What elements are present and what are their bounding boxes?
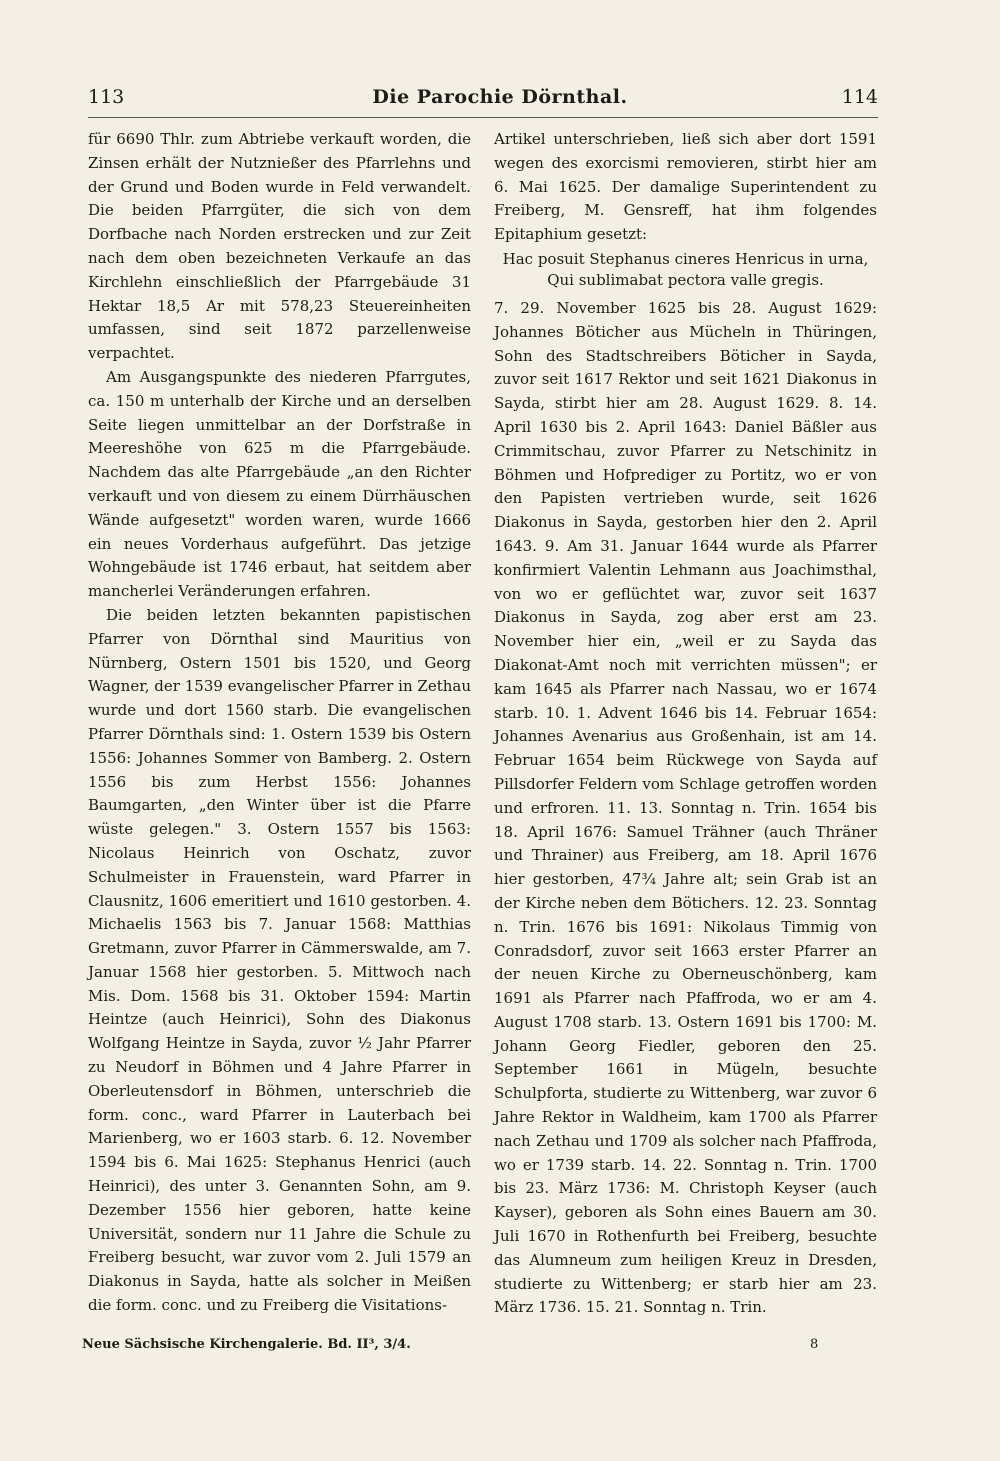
header-rule <box>88 117 878 118</box>
epitaph-line: Hac posuit Stephanus cineres Henricus in urna, <box>502 249 869 268</box>
left-paragraph: für 6690 Thlr. zum Abtriebe verkauft worden, die Zinsen erhält der Nutznießer des Pfarrlehns und der Grund und Boden wurde in Feld verwandelt. Die beiden Pfarrgüter, die sich von dem Dorfbache nach Norden erstrecken und zur Zeit nach dem oben bezeichneten Verkaufe an das Kirchlehn einschließlich der Pfarrgebäude 31 Hektar 18,5 Ar mit 578,23 Steuereinheiten umfassen, sind seit 1872 parzellenweise verpachtet. <box>88 130 471 363</box>
right-column <box>494 128 877 1320</box>
right-paragraph: 7. 29. November 1625 bis 28. August 1629: Johannes Böticher aus Mücheln in Thüringen, Sohn des Stadtschreibers Böticher in Sayda, zuvor seit 1617 Rektor und seit 1621 Diakonus in Sayda, stirbt hier am 28. August 1629. 8. 14. April 1630 bis 2. April 1643: Daniel Bäßler aus Crimmitschau, zuvor Pfarrer zu Netschinitz in Böhmen und Hofprediger zu Portitz, wo er von den Papisten vertrieben wurde, seit 1626 Diakonus in Sayda, gestorben hier den 2. April 1643. 9. Am 31. Januar 1644 wurde als Pfarrer konfirmiert Valentin Lehmann aus Joachimsthal, von wo er geflüchtet war, zuvor seit 1637 Diakonus in Sayda, zog aber erst am 23. November hier ein, „weil er zu Sayda das Diakonat-Amt noch mit verrichten müssen"; er kam 1645 als Pfarrer nach Nassau, wo er 1674 starb. 10. 1. Advent 1646 bis 14. Februar 1654: Johannes Avenarius aus Großenhain, ist am 14. Februar 1654 beim Rückwege von Sayda auf Pillsdorfer Feldern vom Schlage getroffen worden und erfroren. 11. 13. Sonntag n. Trin. 1654 bis 18. April 1676: Samuel Trähner (auch Thräner und Thrainer) aus Freiberg, am 18. April 1676 hier gestorben, 47¾ Jahre alt; sein Grab ist an der Kirche neben dem Bötichers. 12. 23. Sonntag n. Trin. 1676 bis 1691: Nikolaus Timmig von Conradsdorf, zuvor seit 1663 erster Pfarrer an der neuen Kirche zu Oberneuschönberg, kam 1691 als Pfarrer nach Pfaffroda, wo er am 4. August 1708 starb. 13. Ostern 1691 bis 1700: M. Johann Georg Fiedler, geboren den 25. September 1661 in Mügeln, besuchte Schulpforta, studierte zu Wittenberg, war zuvor 6 Jahre Rektor in Waldheim, kam 1700 als Pfarrer nach Zethau und 1709 als solcher nach Pfaffroda, wo er 1739 starb. 14. 22. Sonntag n. Trin. 1700 bis 23. März 1736: M. Christoph Keyser (auch Kayser), geboren als Sohn eines Bauern am 30. Juli 1670 in Rothenfurth bei Freiberg, besuchte das Alumneum zum heiligen Kreuz in Dresden, studierte zu Wittenberg; er starb hier am 23. März 1736. 15. 21. Sonntag n. Trin. <box>494 298 877 1317</box>
left-column <box>88 128 471 1318</box>
epitaph-line: Qui sublimabat pectora valle gregis. <box>547 270 824 289</box>
left-page-number: 113 <box>88 86 125 108</box>
signature-mark: 8 <box>810 1337 819 1352</box>
left-paragraph: Am Ausgangspunkte des niederen Pfarrgutes, ca. 150 m unterhalb der Kirche und an derselben Seite liegen unmittelbar an der Dorfstraße in Meereshöhe von 625 m die Pfarrgebäude. Nachdem das alte Pfarrgebäude „an den Richter verkauft und von diesem zu einem Dürrhäuschen Wände aufgesetzt" worden waren, wurde 1666 ein neues Vorderhaus aufgeführt. Das jetzige Wohngebäude ist 1746 erbaut, hat seitdem aber mancherlei Veränderungen erfahren. <box>88 367 471 601</box>
left-paragraph: Die beiden letzten bekannten papistischen Pfarrer von Dörnthal sind Mauritius von Nürnberg, Ostern 1501 bis 1520, und Georg Wagner, der 1539 evangelischer Pfarrer in Zethau wurde und dort 1560 starb. Die evangelischen Pfarrer Dörnthals sind: 1. Ostern 1539 bis Ostern 1556: Johannes Sommer von Bamberg. 2. Ostern 1556 bis zum Herbst 1556: Johannes Baumgarten, „den Winter über ist die Pfarre wüste gelegen." 3. Ostern 1557 bis 1563: Nicolaus Heinrich von Oschatz, zuvor Schulmeister in Frauenstein, ward Pfarrer in Clausnitz, 1606 emeritiert und 1610 gestorben. 4. Michaelis 1563 bis 7. Januar 1568: Matthias Gretmann, zuvor Pfarrer in Cämmerswalde, am 7. Januar 1568 hier gestorben. 5. Mittwoch nach Mis. Dom. 1568 bis 31. Oktober 1594: Martin Heintze (auch Heinrici), Sohn des Diakonus Wolfgang Heintze in Sayda, zuvor ½ Jahr Pfarrer zu Neudorf in Böhmen und 4 Jahre Pfarrer in Oberleutensdorf in Böhmen, unterschrieb die form. conc., ward Pfarrer in Lauterbach bei Marienberg, wo er 1603 starb. 6. 12. November 1594 bis 6. Mai 1625: Stephanus Henrici (auch Heinrici), des unter 3. Genannten Sohn, am 9. Dezember 1556 hier geboren, hatte keine Universität, sondern nur 11 Jahre die Schule zu Freiberg besucht, war zuvor vom 2. Juli 1579 an Diakonus in Sayda, hatte als solcher in Meißen die form. conc. und zu Freiberg die Visitations- <box>88 605 471 1315</box>
right-page-number: 114 <box>841 86 878 108</box>
right-paragraph: Artikel unterschrieben, ließ sich aber dort 1591 wegen des exorcismi removieren, stirbt hier am 6. Mai 1625. Der damalige Superintendent zu Freiberg, M. Gensreff, hat ihm folgendes Epitaphium gesetzt: <box>494 130 877 244</box>
running-title: Die Parochie Dörnthal. <box>372 86 628 108</box>
footer-source: Neue Sächsische Kirchengalerie. Bd. II³, 3/4. <box>82 1337 411 1352</box>
